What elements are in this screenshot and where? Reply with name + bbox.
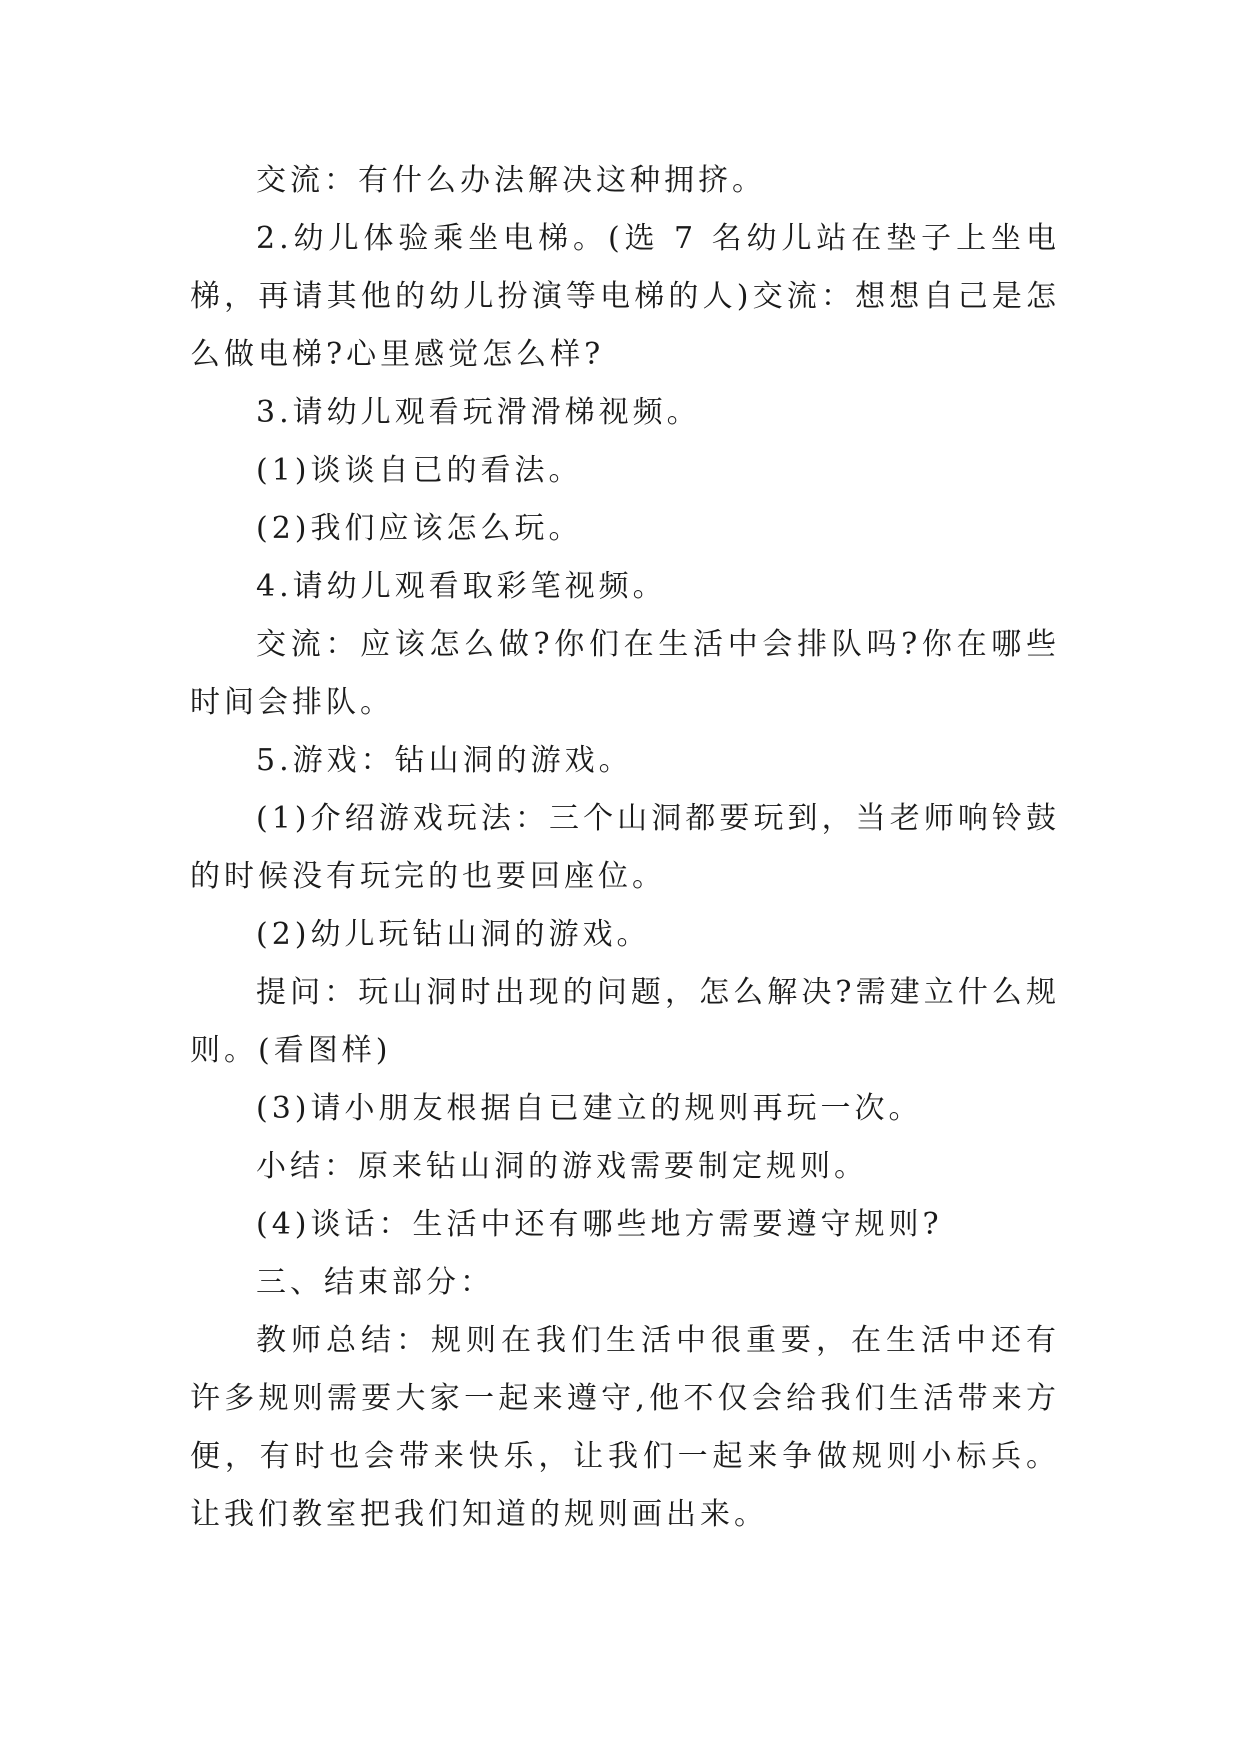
- paragraph-12: (3)请小朋友根据自已建立的规则再玩一次。: [256, 1091, 923, 1126]
- document-body: [190, 152, 1060, 1544]
- paragraph-1: 交流：有什么办法解决这种拥挤。: [256, 163, 766, 198]
- paragraph-3: 3.请幼儿观看玩滑滑梯视频。: [256, 395, 701, 430]
- paragraph-9: (1)介绍游戏玩法：三个山洞都要玩到，当老师响铃鼓的时候没有玩完的也要回座位。: [190, 801, 1060, 894]
- paragraph-4: (1)谈谈自已的看法。: [256, 453, 583, 488]
- paragraph-11: 提问：玩山洞时出现的问题，怎么解决?需建立什么规则。(看图样): [190, 975, 1060, 1068]
- paragraph-13: 小结：原来钻山洞的游戏需要制定规则。: [256, 1149, 868, 1184]
- paragraph-5: (2)我们应该怎么玩。: [256, 511, 583, 546]
- paragraph-7: 交流：应该怎么做?你们在生活中会排队吗?你在哪些时间会排队。: [190, 627, 1060, 720]
- paragraph-14: (4)谈话：生活中还有哪些地方需要遵守规则?: [256, 1207, 943, 1242]
- paragraph-8: 5.游戏：钻山洞的游戏。: [256, 743, 633, 778]
- paragraph-2: 2.幼儿体验乘坐电梯。(选 7 名幼儿站在垫子上坐电梯，再请其他的幼儿扮演等电梯的人)交流：想想自己是怎么做电梯?心里感觉怎么样?: [190, 221, 1060, 372]
- paragraph-10: (2)幼儿玩钻山洞的游戏。: [256, 917, 651, 952]
- paragraph-15: 三、结束部分：: [256, 1265, 494, 1300]
- paragraph-16: 教师总结：规则在我们生活中很重要，在生活中还有许多规则需要大家一起来遵守,他不仅会给我们生活带来方便，有时也会带来快乐，让我们一起来争做规则小标兵。让我们教室把我们知道的规则画出来。: [190, 1323, 1060, 1532]
- paragraph-6: 4.请幼儿观看取彩笔视频。: [256, 569, 667, 604]
